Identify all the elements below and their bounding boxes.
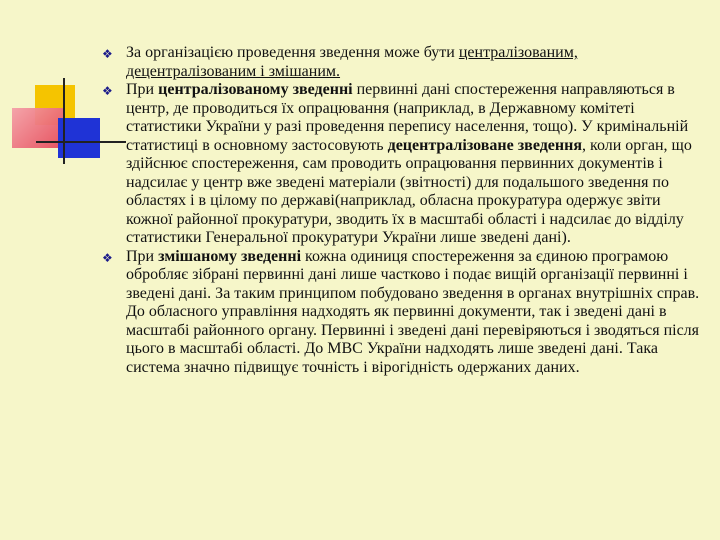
item-bold-term: централізованому зведенні	[158, 81, 353, 98]
bullet-icon: ❖	[102, 250, 113, 265]
item-text: , коли орган, що здійснює спостереження, сам проводить опрацювання первинних документів і надсилає у центр вже зведені матеріали (звітності) для подальшого зведення по областях і в цілому по державі(наприклад, обласна прокуратура одержує звіти кожної районної прокуратури, зводить їх в масштабі області і надсилає до відділу статистики Генеральної прокуратури України лише зведені дані).	[126, 136, 692, 246]
bullet-item-3	[100, 248, 700, 378]
bullet-item-2	[100, 81, 700, 248]
logo-vertical-line	[63, 78, 65, 164]
item-bold-term: децентралізоване зведення	[387, 136, 582, 154]
item-text: При	[126, 81, 159, 98]
bullet-icon: ❖	[102, 47, 113, 61]
bullet-icon: ❖	[102, 84, 113, 98]
item-bold-term: змішаному зведенні	[158, 247, 302, 265]
item-text: За організацією проведення зведення може бути	[126, 44, 459, 61]
item-text: При	[126, 247, 159, 265]
item-text: кожна одиниця спостереження за єдиною програмою обробляє зібрані первинні дані лише частково і подає вищій організації первинні і зведені дані. За таким принципом побудовано зведення в органах внутрішніх справ. До обласного управління надходять як первинні документи, так і зведені дані в масштабі районного органу. Первинні і зведені дані перевіряються і зводяться після цього в масштабі області. До МВС України надходять лише зведені дані. Така система значно підвищує точність і вірогідність одержаних даних.	[126, 247, 700, 376]
bullet-list	[100, 44, 700, 377]
bullet-item-1	[100, 44, 700, 81]
item-underlined-text: централізованим, децентралізованим і змішаним.	[126, 44, 578, 80]
item-text: первинні дані спостереження направляються в центр, де проводиться їх опрацювання (наприклад, в Державному комітеті статистики України у разі проведення перепису населення, тощо). У кримінальній статистиці в основному застосовують	[126, 81, 689, 154]
